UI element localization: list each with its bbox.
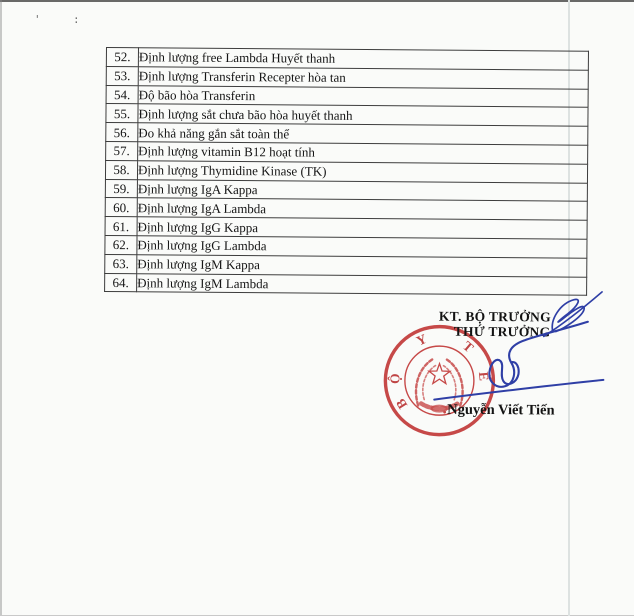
stamp-letter-0: B (392, 396, 411, 412)
scan-speckle: : (73, 13, 80, 26)
row-number: 54. (106, 85, 138, 104)
stamp-letter-1: Ộ (387, 373, 403, 385)
row-test-name: Định lượng IgG Kappa (137, 217, 587, 239)
row-test-name: Độ bão hòa Transferin (138, 85, 588, 107)
signature-main-stroke (489, 321, 588, 387)
row-number: 60. (105, 198, 137, 217)
lab-test-table (104, 47, 589, 296)
signer-name: Nguyễn Viết Tiến (447, 401, 555, 419)
row-test-name: Định lượng free Lambda Huyết thanh (138, 48, 588, 70)
signature-scribble (377, 282, 632, 454)
row-number: 63. (105, 254, 137, 273)
row-test-name: Định lượng IgA Lambda (137, 198, 587, 220)
row-number: 59. (105, 179, 137, 198)
row-test-name: Định lượng vitamin B12 hoạt tính (138, 142, 588, 164)
row-number: 58. (105, 160, 137, 179)
signature-flourish-slash (544, 291, 602, 336)
row-test-name: Định lượng IgM Lambda (137, 273, 587, 295)
row-number: 57. (106, 141, 138, 160)
row-test-name: Định lượng IgM Kappa (137, 255, 587, 277)
row-test-name: Định lượng Thymidine Kinase (TK) (137, 161, 587, 183)
row-test-name: Định lượng IgG Lambda (137, 236, 587, 258)
approver-title-line: THỨ TRƯỞNG (453, 323, 551, 340)
signature-underline (434, 379, 603, 401)
row-test-name: Định lượng Transferin Recepter hòa tan (138, 67, 588, 89)
row-number: 64. (105, 273, 137, 292)
row-number: 53. (106, 66, 138, 85)
stamp-letter-2: Y (414, 330, 430, 349)
scan-speckle: ' (34, 13, 41, 26)
row-number: 56. (106, 123, 138, 142)
stamp-letter-3: T (459, 338, 477, 356)
stamp-letter-4: Ế (475, 371, 492, 382)
row-test-name: Định lượng IgA Kappa (137, 179, 587, 201)
lab-test-table-body (105, 48, 589, 296)
row-test-name: Đo khả năng gắn sắt toàn thể (138, 123, 588, 145)
row-number: 61. (105, 217, 137, 236)
row-test-name: Định lượng sắt chưa bão hòa huyết thanh (138, 104, 588, 126)
approval-authority-line: KT. BỘ TRƯỞNG (438, 308, 551, 325)
row-number: 62. (105, 235, 137, 254)
row-number: 52. (106, 48, 138, 67)
row-number: 55. (106, 104, 138, 123)
